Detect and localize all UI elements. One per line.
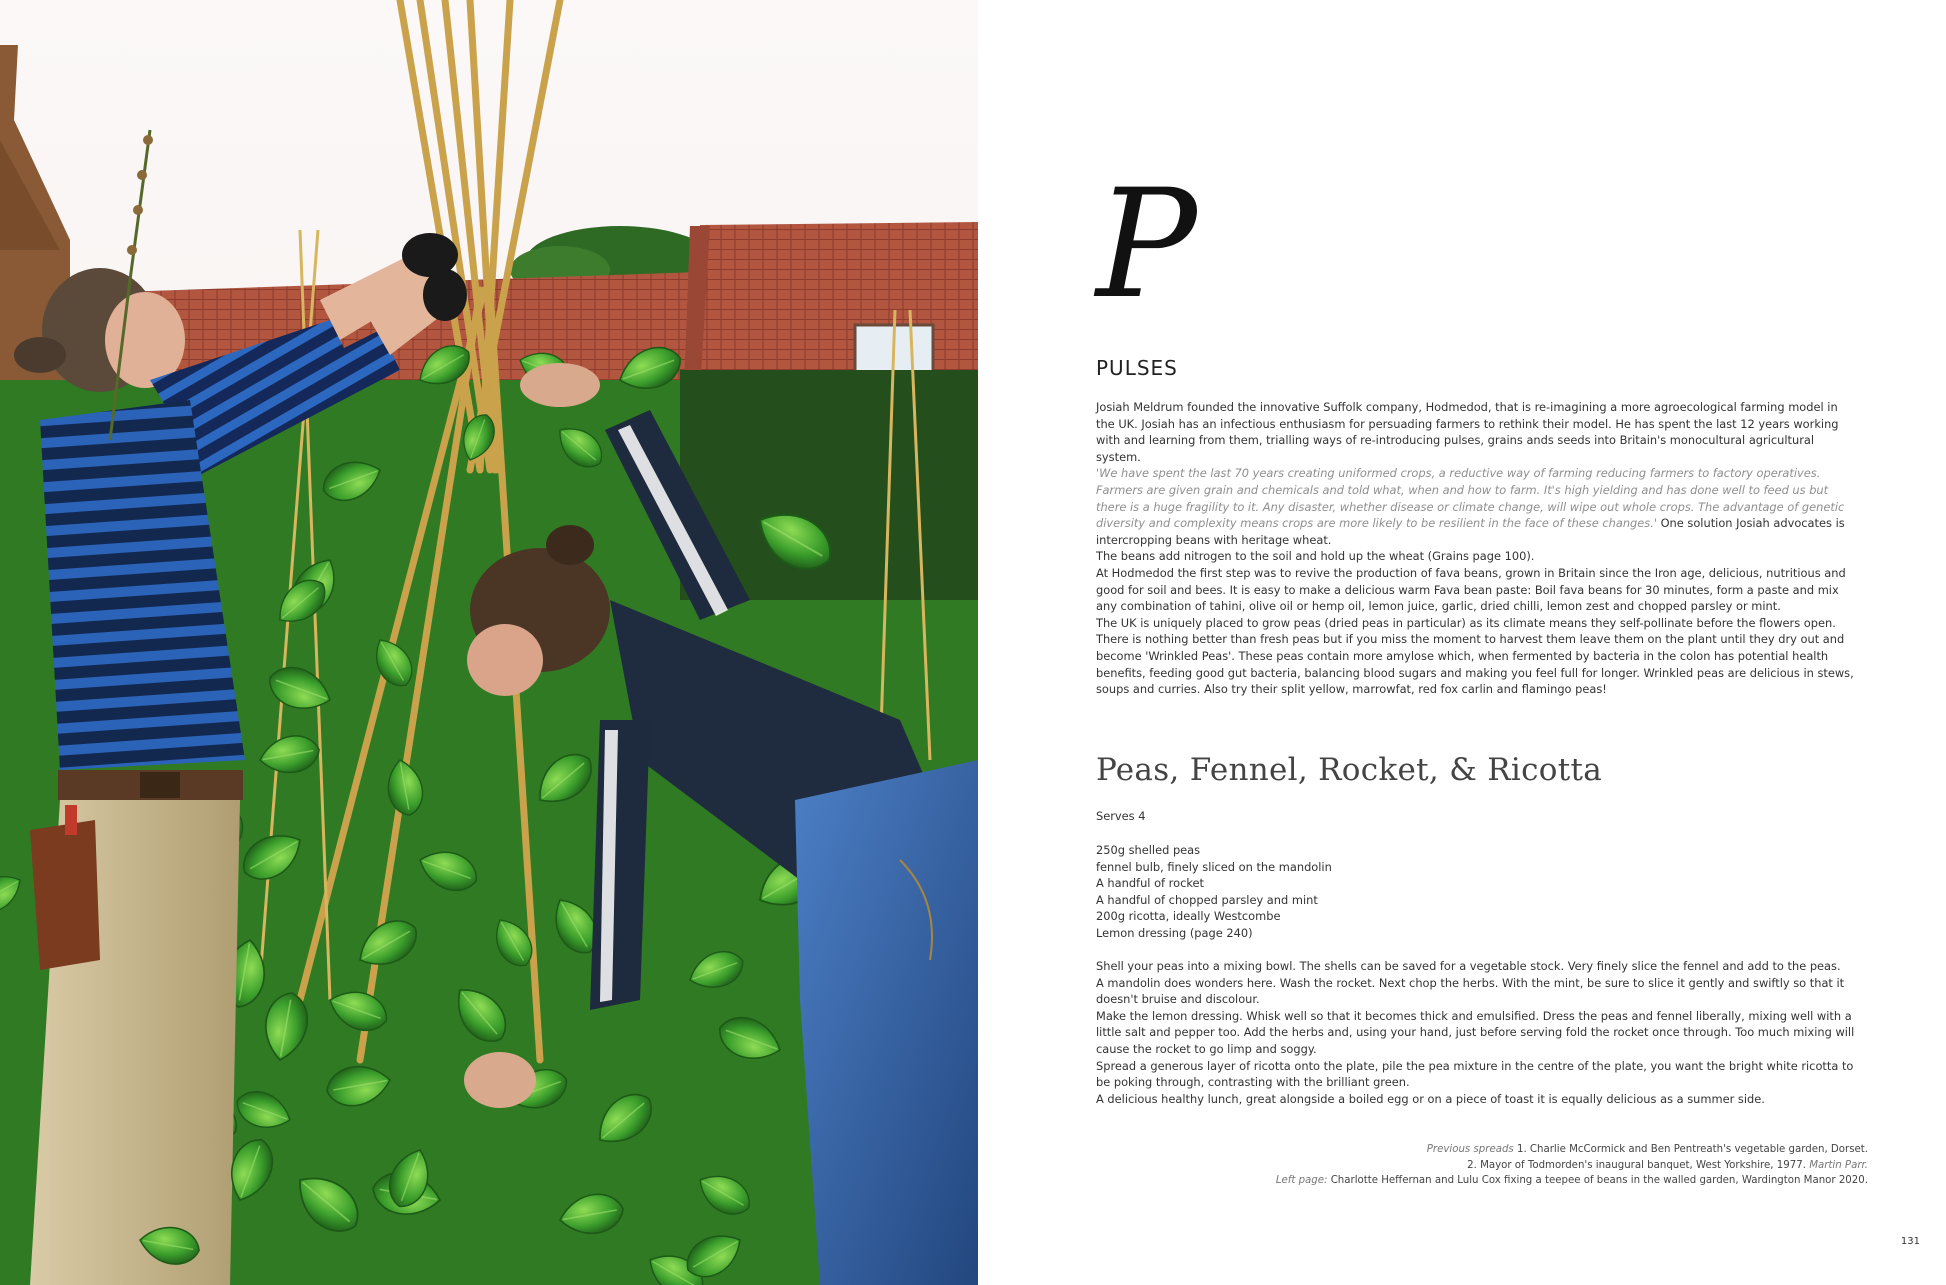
ingredient-list (1096, 842, 1332, 942)
photo-captions (1276, 1142, 1868, 1189)
peas-paragraph: The UK is uniquely placed to grow peas (dried peas in particular) as its climate means they self-pollinate before the flowers open. There is nothing better than fresh peas but if you miss the moment to harvest them leave them on the plant until they dry out and become 'Wrinkled Peas'. These peas contain more amylose which, when fermented by bacteria in the colon has potential health benefits, feeding good gut bacteria, balancing blood sugars and making you feel full for longer. Wrinkled peas are delicious in stews, soups and curries. Also try their split yellow, marrowfat, red fox carlin and flamingo peas! (1096, 615, 1854, 697)
ingredient-item: A handful of rocket (1096, 876, 1205, 891)
caption-left-text: Charlotte Heffernan and Lulu Cox fixing a teepee of beans in the walled garden, Wardington Manor 2020. (1327, 1175, 1868, 1186)
recipe-serves: Serves 4 (1096, 809, 1146, 823)
caption-previous-2 (1276, 1158, 1868, 1174)
caption-previous-1 (1276, 1142, 1868, 1158)
section-letter: P (1096, 158, 1197, 332)
caption-previous-credit: Martin Parr. (1809, 1159, 1868, 1171)
intro-paragraph: Josiah Meldrum founded the innovative Suffolk company, Hodmedod, that is re-imagining a more agroecological farming model in the UK. Josiah has an infectious enthusiasm for persuading farmers to rethink their model. He has spent the last 12 years working with and learning from them, trialling ways of re-introducing pulses, grains ands seeds into Britain's monocultural agricultural system. (1096, 400, 1839, 464)
page-number: 131 (1900, 1236, 1920, 1247)
text-page (978, 0, 1946, 1285)
caption-left-page (1276, 1173, 1868, 1189)
method-step: Make the lemon dressing. Whisk well so that it becomes thick and emulsified. Dress the peas and fennel liberally, mixing well with a little salt and pepper too. Add the herbs and, using your hand, just before serving fold the rocket once through. Too much mixing will cause the rocket to go limp and soggy. (1096, 1008, 1855, 1056)
method-step: Spread a generous layer of ricotta onto the plate, pile the pea mixture in the centre of the plate, you want the bright white ricotta to be poking through, contrasting with the brilliant green. (1096, 1058, 1854, 1090)
caption-left-label: Left page: (1275, 1175, 1328, 1186)
ingredient-item: A handful of chopped parsley and mint (1096, 892, 1318, 907)
fava-text (1096, 565, 1856, 698)
recipe-title: Peas, Fennel, Rocket, & Ricotta (1096, 752, 1603, 788)
caption-previous-label: Previous spreads (1426, 1144, 1514, 1155)
section-title: PULSES (1096, 356, 1178, 380)
method-step: A mandolin does wonders here. Wash the rocket. Next chop the herbs. With the mint, be sure to slice it gently and swiftly so that it doesn't bruise and discolour. (1096, 975, 1845, 1007)
intro-paragraph-2: The beans add nitrogen to the soil and hold up the wheat (Grains page 100). (1096, 549, 1535, 564)
intro-after-quote: One solution Josiah advocates is intercropping beans with heritage wheat. (1096, 516, 1845, 547)
ingredient-item: 200g ricotta, ideally Westcombe (1096, 909, 1281, 924)
ingredient-item: fennel bulb, finely sliced on the mandolin (1096, 859, 1332, 874)
ingredient-item: 250g shelled peas (1096, 843, 1201, 857)
ingredient-item: Lemon dressing (page 240) (1096, 925, 1253, 940)
intro-quote: 'We have spent the last 70 years creating uniformed crops, a reductive way of farming reducing farmers to factory operatives. Farmers are given grain and chemicals and told what, when and how to farm. It's high yielding and has done well to feed us but there is a huge fragility to it. Any disaster, whether disease or climate change, will wipe out whole crops. The advantage of genetic diversity and complexity means crops are more likely to be resilient in the face of these changes.' (1096, 466, 1845, 531)
method-step: A delicious healthy lunch, great alongside a boiled egg or on a piece of toast it is equally delicious as a summer side. (1096, 1091, 1765, 1106)
caption-previous-text-2: 2. Mayor of Todmorden's inaugural banquet, West Yorkshire, 1977. (1467, 1159, 1810, 1171)
recipe-method (1096, 958, 1856, 1107)
fava-paragraph: At Hodmedod the first step was to revive the production of fava beans, grown in Britain since the Iron age, delicious, nutritious and good for soil and bees. It is easy to make a delicious warm Fava bean paste: Boil fava beans for 30 minutes, form a paste and mix any combination of tahini, olive oil or hemp oil, lemon juice, garlic, dried chilli, lemon zest and chopped parsley or mint. (1096, 566, 1846, 614)
caption-previous-text-1: 1. Charlie McCormick and Ben Pentreath's vegetable garden, Dorset. (1513, 1144, 1868, 1155)
intro-text (1096, 399, 1856, 565)
method-step: Shell your peas into a mixing bowl. The shells can be saved for a vegetable stock. Very finely slice the fennel and add to the peas. (1096, 959, 1841, 973)
intro-quote-paragraph (1096, 465, 1856, 548)
